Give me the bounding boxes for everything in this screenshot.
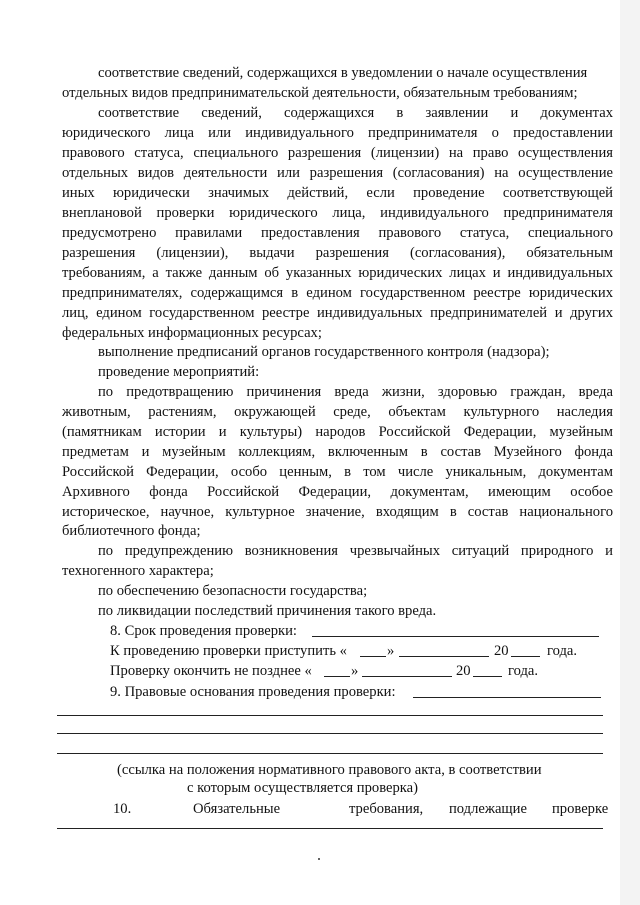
item10-text: Обязательные xyxy=(193,801,281,817)
text-line: по обеспечению безопасности государства; xyxy=(98,583,368,599)
item10-text: подлежащие xyxy=(449,801,527,817)
text-line: соответствие сведений, содержащихся в заявлении и документах xyxy=(98,105,613,121)
item8-end-mid: » xyxy=(351,663,359,679)
item9-basis-line-3[interactable] xyxy=(57,753,603,754)
item9-label: 9. Правовые основания проведения проверки: xyxy=(110,684,396,700)
text-line: по предупреждению возникновения чрезвычайных ситуаций природного и xyxy=(98,543,613,559)
start-day-blank[interactable] xyxy=(360,656,386,657)
text-line: иных юридически значимых действий, если проведение соответствующей xyxy=(62,185,613,201)
text-line: правового статуса, специального разрешения (лицензии) на право осуществления xyxy=(62,145,613,161)
text-line: предпринимателях, содержащимся в едином государственном реестре юридических xyxy=(62,285,613,301)
item10-number: 10. xyxy=(113,801,132,817)
text-line: юридического лица или индивидуального предпринимателя о предоставлении xyxy=(62,125,613,141)
text-line: проведение мероприятий: xyxy=(98,364,260,380)
text-line: по предотвращению причинения вреда жизни, здоровью граждан, вреда xyxy=(98,384,613,400)
text-line: внеплановой проверки юридического лица, индивидуального предпринимателя xyxy=(62,205,613,221)
text-line: отдельных видов предпринимательской деятельности, обязательным требованиям; xyxy=(62,85,578,101)
item8-start-year: 20 xyxy=(494,643,509,659)
text-line: библиотечного фонда; xyxy=(62,523,201,539)
item10-text: проверке xyxy=(552,801,609,817)
start-month-blank[interactable] xyxy=(399,656,489,657)
end-month-blank[interactable] xyxy=(362,676,452,677)
text-line: соответствие сведений, содержащихся в уведомлении о начале осуществления xyxy=(98,65,588,81)
text-line: Российской Федерации, особо ценным, в том числе уникальным, документам xyxy=(62,464,613,480)
text-line: лиц, едином государственном реестре индивидуальных предпринимателей и других xyxy=(62,305,613,321)
text-line: федеральных информационных ресурсах; xyxy=(62,325,322,341)
text-line: историческое, научное, культурное значение, входящим в состав национального xyxy=(62,504,613,520)
end-year-blank[interactable] xyxy=(473,676,502,677)
item8-period-blank[interactable] xyxy=(312,636,599,637)
item9-caption: (ссылка на положения нормативного правового акта, в соответствии xyxy=(117,762,542,778)
page-mark xyxy=(318,858,320,860)
item9-basis-line-2[interactable] xyxy=(57,733,603,734)
page-edge-shadow xyxy=(620,0,640,905)
text-line: требованиям, а также данным об указанных юридических лицах и индивидуальных xyxy=(62,265,613,281)
item8-start-suffix: года. xyxy=(547,643,578,659)
item9-basis-line-1[interactable] xyxy=(57,715,603,716)
item10-text: требования, xyxy=(349,801,424,817)
text-line: выполнение предписаний органов государственного контроля (надзора); xyxy=(98,344,550,360)
item8-label: 8. Срок проведения проверки: xyxy=(110,623,297,639)
end-day-blank[interactable] xyxy=(324,676,350,677)
item9-caption: с которым осуществляется проверка) xyxy=(187,780,418,796)
text-line: отдельных видов деятельности или разрешения (согласования) на осуществление xyxy=(62,165,613,181)
text-line: разрешения (лицензии), выдачи разрешения (согласования), обязательным xyxy=(62,245,613,261)
text-line: животным, растениям, окружающей среде, объектам культурного наследия xyxy=(62,404,613,420)
item8-end-year: 20 xyxy=(456,663,471,679)
item8-end-prefix: Проверку окончить не позднее « xyxy=(110,663,312,679)
text-line: Архивного фонда Российской Федерации, документам, имеющим особое xyxy=(62,484,613,500)
text-line: предусмотрено правилами предоставления правового статуса, специального xyxy=(62,225,613,241)
text-line: (памятникам истории и культуры) народов Российской Федерации, музейным xyxy=(62,424,613,440)
item8-end-suffix: года. xyxy=(508,663,539,679)
item10-blank-line[interactable] xyxy=(57,828,603,829)
item9-basis-blank[interactable] xyxy=(413,697,601,698)
start-year-blank[interactable] xyxy=(511,656,540,657)
item8-start-prefix: К проведению проверки приступить « xyxy=(110,643,347,659)
text-line: по ликвидации последствий причинения такого вреда. xyxy=(98,603,437,619)
item8-start-mid: » xyxy=(387,643,395,659)
text-line: техногенного характера; xyxy=(62,563,214,579)
text-line: предметам и музейным коллекциям, включенным в состав Музейного фонда xyxy=(62,444,613,460)
